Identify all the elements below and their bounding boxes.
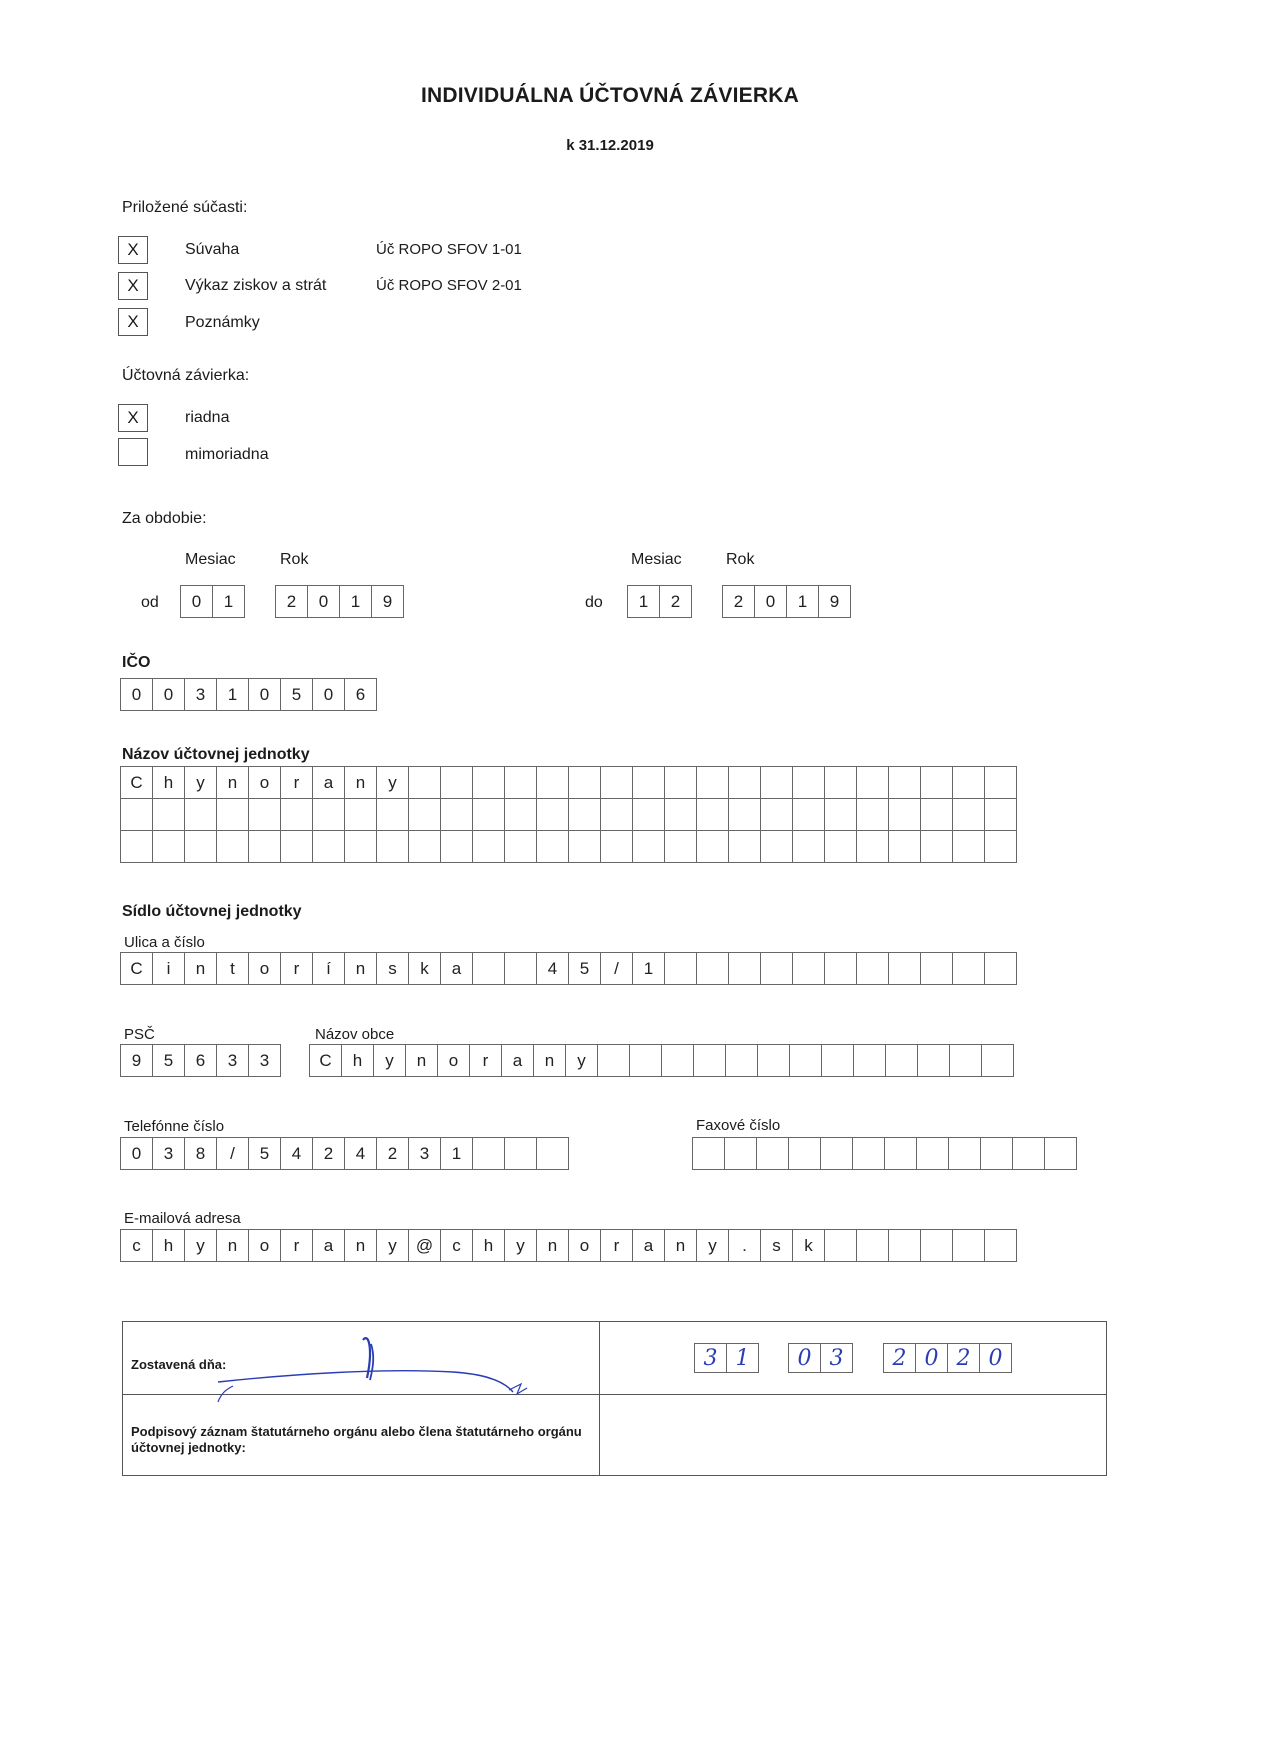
char-cell: [857, 953, 889, 985]
city-label: Názov obce: [315, 1026, 395, 1043]
char-cell: [981, 1138, 1013, 1170]
char-cell: r: [281, 953, 313, 985]
char-cell: [825, 767, 857, 799]
char-cell: [281, 799, 313, 831]
fax-field[interactable]: [692, 1137, 1077, 1170]
char-cell: [217, 831, 249, 863]
char-cell: /: [601, 953, 633, 985]
entity-name-field[interactable]: [120, 766, 1017, 863]
char-cell: [537, 767, 569, 799]
char-cell: [630, 1045, 662, 1077]
char-cell: [921, 799, 953, 831]
char-cell: a: [502, 1045, 534, 1077]
char-cell: h: [342, 1045, 374, 1077]
char-cell: [662, 1045, 694, 1077]
char-cell: [537, 831, 569, 863]
period-from-year-field[interactable]: [275, 585, 404, 618]
city-field[interactable]: [309, 1044, 1014, 1077]
char-cell: [886, 1045, 918, 1077]
char-cell: 2: [884, 1344, 916, 1373]
char-cell: [985, 799, 1017, 831]
char-cell: [217, 799, 249, 831]
char-cell: [598, 1045, 630, 1077]
char-cell: [697, 799, 729, 831]
char-cell: 0: [916, 1344, 948, 1373]
char-cell: [569, 799, 601, 831]
entity-name-row-1: [121, 767, 1017, 799]
char-cell: h: [153, 1230, 185, 1262]
attachments-label: Priložené súčasti:: [122, 199, 248, 216]
char-cell: í: [313, 953, 345, 985]
char-cell: 2: [377, 1138, 409, 1170]
char-cell: 2: [313, 1138, 345, 1170]
char-cell: 0: [308, 586, 340, 618]
char-cell: 5: [153, 1045, 185, 1077]
period-to-label: do: [585, 594, 603, 611]
char-cell: [729, 767, 761, 799]
char-cell: 6: [185, 1045, 217, 1077]
char-cell: 1: [633, 953, 665, 985]
char-cell: 0: [789, 1344, 821, 1373]
char-cell: r: [281, 767, 313, 799]
char-cell: 0: [980, 1344, 1012, 1373]
char-cell: [761, 953, 793, 985]
char-cell: o: [249, 767, 281, 799]
period-label: Za obdobie:: [122, 510, 207, 527]
char-cell: [633, 767, 665, 799]
char-cell: [537, 799, 569, 831]
char-cell: [569, 767, 601, 799]
char-cell: o: [569, 1230, 601, 1262]
char-cell: [950, 1045, 982, 1077]
address-label: Sídlo účtovnej jednotky: [122, 903, 302, 920]
char-cell: 0: [755, 586, 787, 618]
char-cell: [697, 831, 729, 863]
char-cell: [918, 1045, 950, 1077]
char-cell: 8: [185, 1138, 217, 1170]
char-cell: [665, 831, 697, 863]
statement-type-checkbox-mimoriadna[interactable]: [118, 438, 148, 466]
char-cell: y: [377, 1230, 409, 1262]
char-cell: [985, 1230, 1017, 1262]
char-cell: y: [185, 1230, 217, 1262]
char-cell: [601, 799, 633, 831]
attachment-code-suvaha: Úč ROPO SFOV 1-01: [376, 241, 522, 258]
char-cell: [441, 831, 473, 863]
char-cell: a: [441, 953, 473, 985]
attachment-name-poznamky: Poznámky: [185, 314, 260, 331]
char-cell: 9: [819, 586, 851, 618]
char-cell: n: [345, 1230, 377, 1262]
char-cell: [889, 831, 921, 863]
period-from-month-field[interactable]: [180, 585, 245, 618]
char-cell: [825, 953, 857, 985]
street-label: Ulica a číslo: [124, 934, 205, 951]
char-cell: 1: [213, 586, 245, 618]
char-cell: 1: [217, 679, 249, 711]
char-cell: C: [121, 767, 153, 799]
char-cell: r: [470, 1045, 502, 1077]
email-label: E-mailová adresa: [124, 1210, 241, 1227]
char-cell: n: [185, 953, 217, 985]
char-cell: s: [761, 1230, 793, 1262]
char-cell: [758, 1045, 790, 1077]
char-cell: [697, 953, 729, 985]
char-cell: [377, 831, 409, 863]
statement-type-name-riadna: riadna: [185, 409, 230, 426]
period-from-label: od: [141, 594, 159, 611]
char-cell: 1: [787, 586, 819, 618]
char-cell: r: [601, 1230, 633, 1262]
statement-type-checkbox-riadna[interactable]: X: [118, 404, 148, 432]
char-cell: [889, 1230, 921, 1262]
char-cell: [409, 831, 441, 863]
char-cell: [917, 1138, 949, 1170]
char-cell: [633, 831, 665, 863]
char-cell: [854, 1045, 886, 1077]
period-from-month-label: Mesiac: [185, 551, 236, 568]
char-cell: y: [185, 767, 217, 799]
char-cell: 4: [345, 1138, 377, 1170]
char-cell: n: [534, 1045, 566, 1077]
char-cell: t: [217, 953, 249, 985]
char-cell: [185, 831, 217, 863]
phone-field[interactable]: [120, 1137, 569, 1170]
char-cell: 1: [441, 1138, 473, 1170]
char-cell: r: [281, 1230, 313, 1262]
attachment-checkbox-vykaz[interactable]: X: [118, 272, 148, 300]
document-date: k 31.12.2019: [566, 137, 654, 154]
char-cell: C: [310, 1045, 342, 1077]
char-cell: [857, 1230, 889, 1262]
char-cell: [793, 953, 825, 985]
char-cell: [693, 1138, 725, 1170]
char-cell: 1: [340, 586, 372, 618]
char-cell: 2: [276, 586, 308, 618]
char-cell: [377, 799, 409, 831]
psc-label: PSČ: [124, 1026, 155, 1043]
char-cell: [822, 1045, 854, 1077]
char-cell: [1013, 1138, 1045, 1170]
char-cell: 0: [249, 679, 281, 711]
char-cell: .: [729, 1230, 761, 1262]
char-cell: [790, 1045, 822, 1077]
char-cell: 3: [409, 1138, 441, 1170]
char-cell: [409, 799, 441, 831]
char-cell: n: [537, 1230, 569, 1262]
prepared-date-month-field[interactable]: [788, 1343, 853, 1373]
char-cell: 4: [537, 953, 569, 985]
char-cell: [889, 799, 921, 831]
char-cell: [473, 799, 505, 831]
char-cell: [121, 799, 153, 831]
attachment-checkbox-suvaha[interactable]: X: [118, 236, 148, 264]
char-cell: [985, 767, 1017, 799]
period-to-year-label: Rok: [726, 551, 755, 568]
char-cell: k: [409, 953, 441, 985]
char-cell: [473, 953, 505, 985]
char-cell: 1: [628, 586, 660, 618]
char-cell: [825, 799, 857, 831]
char-cell: [982, 1045, 1014, 1077]
prepared-date-label: Zostavená dňa:: [131, 1357, 227, 1372]
statement-type-label: Účtovná závierka:: [122, 367, 250, 384]
char-cell: [953, 799, 985, 831]
char-cell: [821, 1138, 853, 1170]
char-cell: @: [409, 1230, 441, 1262]
char-cell: [153, 831, 185, 863]
char-cell: 0: [121, 1138, 153, 1170]
char-cell: o: [249, 1230, 281, 1262]
char-cell: [985, 953, 1017, 985]
char-cell: [665, 767, 697, 799]
char-cell: c: [441, 1230, 473, 1262]
char-cell: [725, 1138, 757, 1170]
phone-label: Telefónne číslo: [124, 1118, 225, 1135]
char-cell: [694, 1045, 726, 1077]
char-cell: [921, 831, 953, 863]
statement-type-name-mimoriadna: mimoriadna: [185, 446, 269, 463]
char-cell: [857, 831, 889, 863]
char-cell: [921, 953, 953, 985]
char-cell: 6: [345, 679, 377, 711]
char-cell: [793, 831, 825, 863]
char-cell: n: [406, 1045, 438, 1077]
ico-field[interactable]: [120, 678, 377, 711]
char-cell: [153, 799, 185, 831]
char-cell: 2: [948, 1344, 980, 1373]
char-cell: [249, 799, 281, 831]
char-cell: 0: [153, 679, 185, 711]
char-cell: h: [153, 767, 185, 799]
char-cell: [473, 831, 505, 863]
char-cell: [729, 953, 761, 985]
char-cell: 0: [121, 679, 153, 711]
char-cell: n: [665, 1230, 697, 1262]
char-cell: [441, 799, 473, 831]
char-cell: [697, 767, 729, 799]
char-cell: n: [217, 767, 249, 799]
char-cell: 9: [121, 1045, 153, 1077]
period-from-year-label: Rok: [280, 551, 309, 568]
char-cell: 5: [249, 1138, 281, 1170]
attachment-code-vykaz: Úč ROPO SFOV 2-01: [376, 277, 522, 294]
entity-name-row-3: [121, 831, 1017, 863]
char-cell: [793, 767, 825, 799]
attachment-checkbox-poznamky[interactable]: X: [118, 308, 148, 336]
char-cell: 3: [249, 1045, 281, 1077]
char-cell: 9: [372, 586, 404, 618]
period-to-month-label: Mesiac: [631, 551, 682, 568]
char-cell: [345, 831, 377, 863]
char-cell: [249, 831, 281, 863]
char-cell: 0: [181, 586, 213, 618]
char-cell: 4: [281, 1138, 313, 1170]
char-cell: [665, 799, 697, 831]
char-cell: [505, 767, 537, 799]
char-cell: [1045, 1138, 1077, 1170]
char-cell: [853, 1138, 885, 1170]
char-cell: [757, 1138, 789, 1170]
attachment-name-suvaha: Súvaha: [185, 241, 240, 258]
char-cell: c: [121, 1230, 153, 1262]
fax-label: Faxové číslo: [696, 1117, 781, 1134]
char-cell: [857, 767, 889, 799]
char-cell: C: [121, 953, 153, 985]
char-cell: [985, 831, 1017, 863]
char-cell: [921, 767, 953, 799]
char-cell: a: [313, 1230, 345, 1262]
char-cell: [885, 1138, 917, 1170]
char-cell: n: [345, 767, 377, 799]
char-cell: y: [505, 1230, 537, 1262]
char-cell: 3: [185, 679, 217, 711]
char-cell: [505, 831, 537, 863]
char-cell: a: [313, 767, 345, 799]
char-cell: [789, 1138, 821, 1170]
char-cell: n: [217, 1230, 249, 1262]
char-cell: 2: [723, 586, 755, 618]
char-cell: o: [438, 1045, 470, 1077]
char-cell: 3: [153, 1138, 185, 1170]
char-cell: [185, 799, 217, 831]
char-cell: [601, 767, 633, 799]
char-cell: [569, 831, 601, 863]
char-cell: [121, 831, 153, 863]
signature-label: Podpisový záznam štatutárneho orgánu alebo člena štatutárneho orgánu účtovnej jednotky:: [131, 1424, 582, 1455]
period-to-month-field[interactable]: [627, 585, 692, 618]
char-cell: [729, 831, 761, 863]
document-title: INDIVIDUÁLNA ÚČTOVNÁ ZÁVIERKA: [421, 84, 799, 107]
char-cell: [825, 1230, 857, 1262]
entity-name-label: Názov účtovnej jednotky: [122, 746, 310, 763]
char-cell: h: [473, 1230, 505, 1262]
char-cell: 0: [313, 679, 345, 711]
psc-field[interactable]: [120, 1044, 281, 1077]
char-cell: 3: [217, 1045, 249, 1077]
email-field[interactable]: [120, 1229, 1017, 1262]
char-cell: [953, 831, 985, 863]
char-cell: [473, 1138, 505, 1170]
char-cell: [953, 953, 985, 985]
char-cell: 3: [821, 1344, 853, 1373]
char-cell: 3: [695, 1344, 727, 1373]
char-cell: [889, 767, 921, 799]
char-cell: y: [697, 1230, 729, 1262]
char-cell: [505, 1138, 537, 1170]
prepared-date-day-field[interactable]: [694, 1343, 759, 1373]
char-cell: [537, 1138, 569, 1170]
street-field[interactable]: [120, 952, 1017, 985]
char-cell: [761, 767, 793, 799]
char-cell: [825, 831, 857, 863]
handwritten-signature: [213, 1322, 593, 1417]
char-cell: [505, 799, 537, 831]
char-cell: [473, 767, 505, 799]
char-cell: o: [249, 953, 281, 985]
attachment-name-vykaz: Výkaz ziskov a strát: [185, 277, 327, 294]
char-cell: s: [377, 953, 409, 985]
char-cell: [949, 1138, 981, 1170]
char-cell: y: [377, 767, 409, 799]
char-cell: [761, 831, 793, 863]
char-cell: [409, 767, 441, 799]
period-to-year-field[interactable]: [722, 585, 851, 618]
char-cell: [953, 767, 985, 799]
char-cell: [729, 799, 761, 831]
prepared-date-year-field[interactable]: [883, 1343, 1012, 1373]
char-cell: 2: [660, 586, 692, 618]
char-cell: [505, 953, 537, 985]
char-cell: [761, 799, 793, 831]
char-cell: i: [153, 953, 185, 985]
char-cell: [665, 953, 697, 985]
char-cell: 5: [281, 679, 313, 711]
char-cell: [601, 831, 633, 863]
char-cell: [793, 799, 825, 831]
char-cell: [857, 799, 889, 831]
char-cell: [313, 831, 345, 863]
char-cell: n: [345, 953, 377, 985]
entity-name-row-2: [121, 799, 1017, 831]
char-cell: y: [374, 1045, 406, 1077]
char-cell: [889, 953, 921, 985]
signature-box: [122, 1321, 1107, 1476]
char-cell: y: [566, 1045, 598, 1077]
ico-label: IČO: [122, 654, 151, 671]
char-cell: [633, 799, 665, 831]
char-cell: [921, 1230, 953, 1262]
char-cell: /: [217, 1138, 249, 1170]
char-cell: 5: [569, 953, 601, 985]
char-cell: [281, 831, 313, 863]
char-cell: [345, 799, 377, 831]
char-cell: [726, 1045, 758, 1077]
char-cell: [313, 799, 345, 831]
char-cell: k: [793, 1230, 825, 1262]
char-cell: 1: [727, 1344, 759, 1373]
char-cell: [441, 767, 473, 799]
char-cell: a: [633, 1230, 665, 1262]
char-cell: [953, 1230, 985, 1262]
